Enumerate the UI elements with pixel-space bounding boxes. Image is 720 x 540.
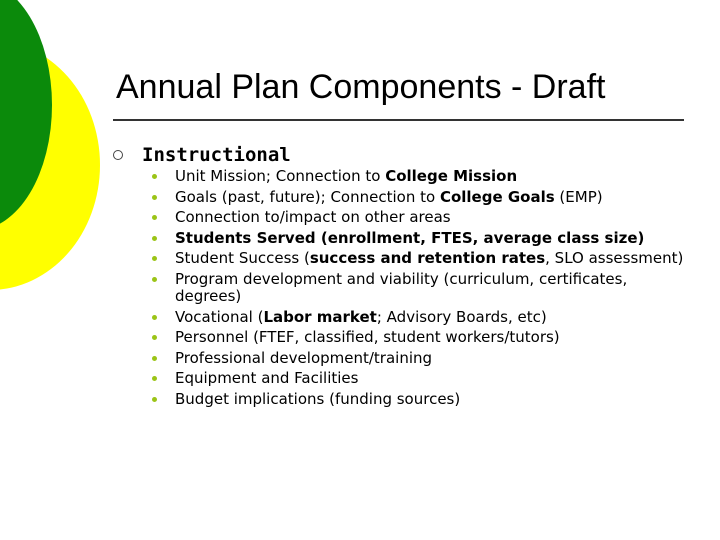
list-item: Professional development/training [152, 350, 692, 368]
dot-bullet-icon [152, 315, 157, 320]
dot-bullet-icon [152, 277, 157, 282]
list-item: Students Served (enrollment, FTES, average class size) [152, 230, 692, 248]
list-item: Vocational (Labor market; Advisory Boards, etc) [152, 309, 692, 327]
dot-bullet-icon [152, 256, 157, 261]
list-item: Program development and viability (curriculum, certificates, degrees) [152, 271, 692, 306]
list-item: Goals (past, future); Connection to College Goals (EMP) [152, 189, 692, 207]
list-item: Personnel (FTEF, classified, student workers/tutors) [152, 329, 692, 347]
list-item: Student Success (success and retention rates, SLO assessment) [152, 250, 692, 268]
dot-bullet-icon [152, 376, 157, 381]
list-item: Unit Mission; Connection to College Mission [152, 168, 692, 186]
bullet-list [152, 168, 692, 411]
section-heading [113, 144, 291, 166]
list-item: Equipment and Facilities [152, 370, 692, 388]
ring-bullet-icon [113, 150, 123, 160]
slide-title: Annual Plan Components - Draft [116, 68, 606, 106]
dot-bullet-icon [152, 397, 157, 402]
title-divider [113, 119, 684, 121]
dot-bullet-icon [152, 356, 157, 361]
dot-bullet-icon [152, 236, 157, 241]
dot-bullet-icon [152, 195, 157, 200]
section-label: Instructional [142, 144, 291, 166]
dot-bullet-icon [152, 335, 157, 340]
list-item: Budget implications (funding sources) [152, 391, 692, 409]
dot-bullet-icon [152, 215, 157, 220]
list-item: Connection to/impact on other areas [152, 209, 692, 227]
dot-bullet-icon [152, 174, 157, 179]
